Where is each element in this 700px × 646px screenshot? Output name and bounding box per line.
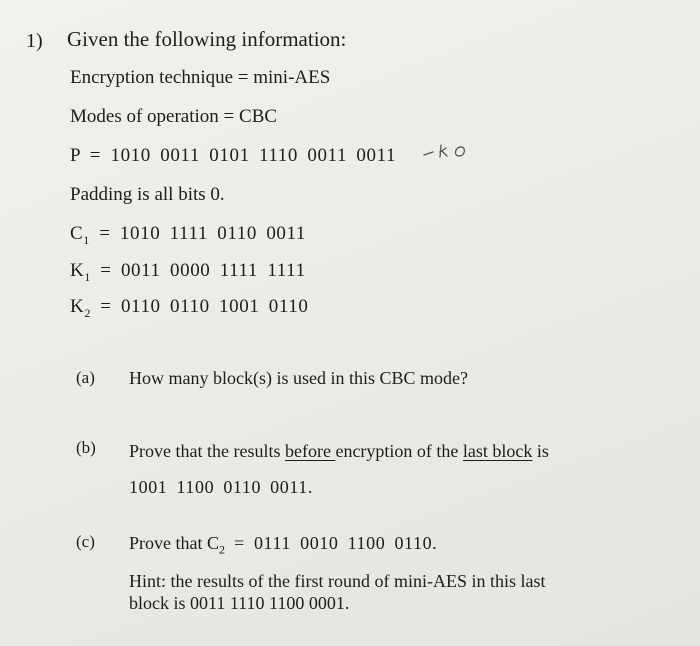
question-number: 1) xyxy=(26,30,43,52)
k1-symbol: K xyxy=(70,260,85,281)
ciphertext-c1 xyxy=(70,224,306,246)
part-c-hint-line2: block is 0011 1110 1100 0001. xyxy=(129,593,350,613)
padding-info: Padding is all bits 0. xyxy=(70,184,225,205)
handwritten-note xyxy=(420,139,472,165)
part-c-label: (c) xyxy=(76,532,95,551)
k2-value: = 0110 0110 1001 0110 xyxy=(90,296,309,317)
part-b-text-1: Prove that the results xyxy=(129,441,285,461)
part-b-text xyxy=(129,441,549,462)
question-title: Given the following information: xyxy=(67,27,347,51)
part-a-text: How many block(s) is used in this CBC mode? xyxy=(129,368,468,388)
c2-prefix: Prove that C xyxy=(129,533,219,553)
part-b-text-3: encryption of the xyxy=(335,441,463,461)
c2-subscript: 2 xyxy=(219,542,225,557)
k2-symbol: K xyxy=(70,296,85,317)
part-c-text xyxy=(129,533,437,558)
part-a-label: (a) xyxy=(76,368,95,387)
c1-symbol: C xyxy=(70,223,84,244)
k2-subscript: 2 xyxy=(84,305,91,320)
part-b-value: 1001 1100 0110 0011. xyxy=(129,477,313,497)
k1-subscript: 1 xyxy=(84,269,91,284)
encryption-technique: Encryption technique = mini-AES xyxy=(70,67,331,88)
mode-of-operation: Modes of operation = CBC xyxy=(70,106,278,127)
part-c-hint-line1: Hint: the results of the first round of mini-AES in this last xyxy=(129,571,546,591)
part-b-before: before xyxy=(284,441,336,461)
c1-value: = 1010 1111 0110 0011 xyxy=(89,223,307,244)
part-b-label: (b) xyxy=(76,438,96,457)
key-k1 xyxy=(70,261,306,283)
c2-value: = 0111 0010 1100 0110. xyxy=(225,533,438,553)
c1-subscript: 1 xyxy=(83,232,90,247)
part-b-last-block: last block xyxy=(462,441,533,461)
k1-value: = 0011 0000 1111 1111 xyxy=(90,260,306,281)
plaintext: P = 1010 0011 0101 1110 0011 0011 xyxy=(70,145,397,166)
part-b-text-5: is xyxy=(532,441,549,461)
key-k2 xyxy=(70,297,309,319)
